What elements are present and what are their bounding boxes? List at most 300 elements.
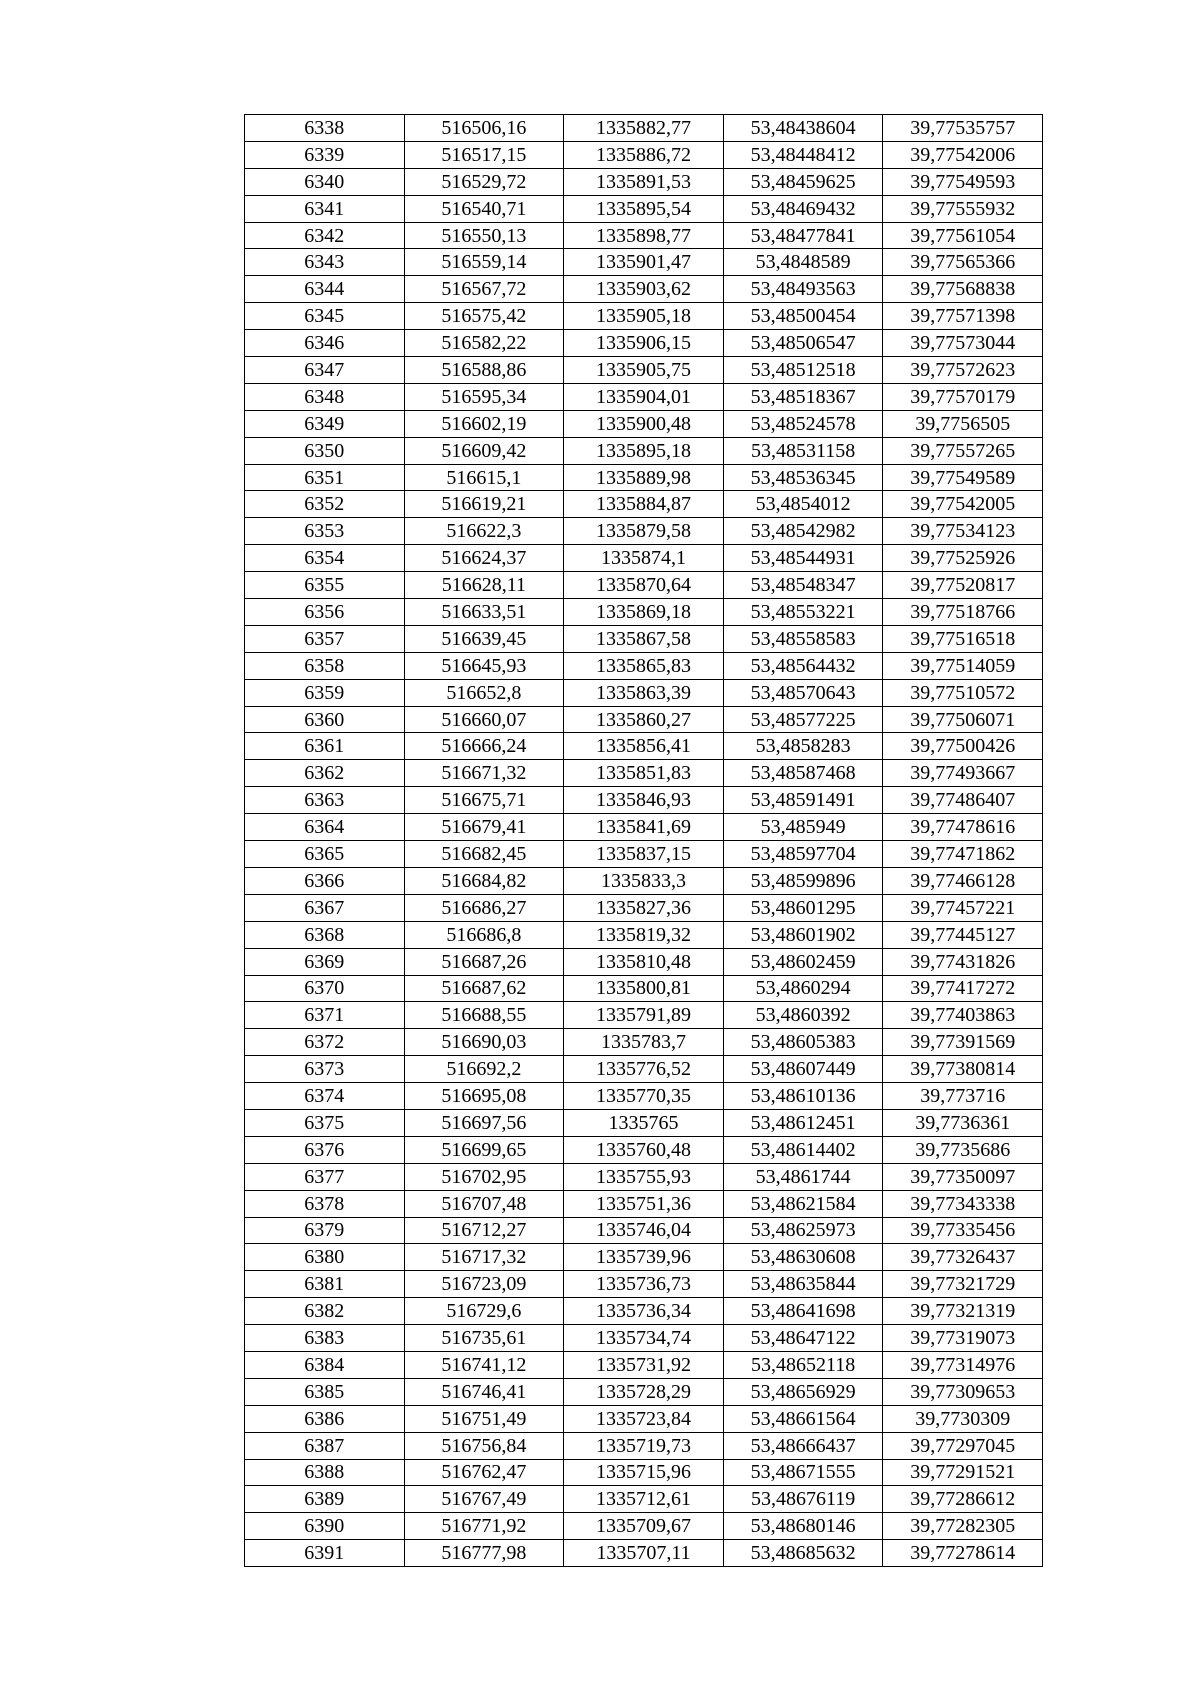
longitude-cell: 39,77282305 [883,1513,1043,1540]
longitude-cell: 39,77314976 [883,1351,1043,1378]
x-coordinate-cell: 516746,41 [404,1378,564,1405]
longitude-cell: 39,77549589 [883,464,1043,491]
y-coordinate-cell: 1335800,81 [564,975,724,1002]
y-coordinate-cell: 1335837,15 [564,841,724,868]
table-row [245,249,1043,276]
table-row [245,867,1043,894]
x-coordinate-cell: 516686,8 [404,921,564,948]
longitude-cell: 39,77570179 [883,383,1043,410]
point-number-cell: 6383 [245,1325,405,1352]
y-coordinate-cell: 1335879,58 [564,518,724,545]
x-coordinate-cell: 516729,6 [404,1298,564,1325]
y-coordinate-cell: 1335715,96 [564,1459,724,1486]
longitude-cell: 39,77319073 [883,1325,1043,1352]
longitude-cell: 39,77291521 [883,1459,1043,1486]
longitude-cell: 39,77380814 [883,1056,1043,1083]
x-coordinate-cell: 516717,32 [404,1244,564,1271]
latitude-cell: 53,48607449 [723,1056,883,1083]
x-coordinate-cell: 516645,93 [404,652,564,679]
y-coordinate-cell: 1335904,01 [564,383,724,410]
latitude-cell: 53,48641698 [723,1298,883,1325]
longitude-cell: 39,77572623 [883,357,1043,384]
x-coordinate-cell: 516692,2 [404,1056,564,1083]
y-coordinate-cell: 1335765 [564,1109,724,1136]
point-number-cell: 6374 [245,1083,405,1110]
table-row [245,545,1043,572]
x-coordinate-cell: 516602,19 [404,410,564,437]
x-coordinate-cell: 516767,49 [404,1486,564,1513]
x-coordinate-cell: 516652,8 [404,679,564,706]
x-coordinate-cell: 516682,45 [404,841,564,868]
latitude-cell: 53,48500454 [723,303,883,330]
table-row [245,1271,1043,1298]
table-row [245,410,1043,437]
latitude-cell: 53,48614402 [723,1136,883,1163]
x-coordinate-cell: 516550,13 [404,222,564,249]
latitude-cell: 53,48531158 [723,437,883,464]
x-coordinate-cell: 516695,08 [404,1083,564,1110]
y-coordinate-cell: 1335869,18 [564,599,724,626]
latitude-cell: 53,48459625 [723,168,883,195]
latitude-cell: 53,48601902 [723,921,883,948]
latitude-cell: 53,48587468 [723,760,883,787]
longitude-cell: 39,77542005 [883,491,1043,518]
y-coordinate-cell: 1335734,74 [564,1325,724,1352]
y-coordinate-cell: 1335746,04 [564,1217,724,1244]
point-number-cell: 6386 [245,1405,405,1432]
latitude-cell: 53,48676119 [723,1486,883,1513]
table-row [245,625,1043,652]
longitude-cell: 39,77343338 [883,1190,1043,1217]
latitude-cell: 53,4858283 [723,733,883,760]
y-coordinate-cell: 1335810,48 [564,948,724,975]
y-coordinate-cell: 1335900,48 [564,410,724,437]
latitude-cell: 53,48597704 [723,841,883,868]
x-coordinate-cell: 516567,72 [404,276,564,303]
point-number-cell: 6368 [245,921,405,948]
point-number-cell: 6349 [245,410,405,437]
latitude-cell: 53,48612451 [723,1109,883,1136]
table-row [245,195,1043,222]
y-coordinate-cell: 1335707,11 [564,1540,724,1567]
point-number-cell: 6362 [245,760,405,787]
x-coordinate-cell: 516675,71 [404,787,564,814]
table-row [245,572,1043,599]
y-coordinate-cell: 1335891,53 [564,168,724,195]
y-coordinate-cell: 1335860,27 [564,706,724,733]
latitude-cell: 53,48438604 [723,115,883,142]
x-coordinate-cell: 516588,86 [404,357,564,384]
table-row [245,222,1043,249]
x-coordinate-cell: 516506,16 [404,115,564,142]
table-row [245,141,1043,168]
point-number-cell: 6390 [245,1513,405,1540]
y-coordinate-cell: 1335903,62 [564,276,724,303]
point-number-cell: 6350 [245,437,405,464]
latitude-cell: 53,4848589 [723,249,883,276]
point-number-cell: 6354 [245,545,405,572]
x-coordinate-cell: 516735,61 [404,1325,564,1352]
table-row [245,1378,1043,1405]
x-coordinate-cell: 516529,72 [404,168,564,195]
latitude-cell: 53,48680146 [723,1513,883,1540]
y-coordinate-cell: 1335736,34 [564,1298,724,1325]
latitude-cell: 53,48548347 [723,572,883,599]
longitude-cell: 39,77278614 [883,1540,1043,1567]
y-coordinate-cell: 1335901,47 [564,249,724,276]
longitude-cell: 39,77561054 [883,222,1043,249]
table-row [245,437,1043,464]
point-number-cell: 6357 [245,625,405,652]
y-coordinate-cell: 1335723,84 [564,1405,724,1432]
longitude-cell: 39,773716 [883,1083,1043,1110]
y-coordinate-cell: 1335776,52 [564,1056,724,1083]
longitude-cell: 39,77520817 [883,572,1043,599]
latitude-cell: 53,48685632 [723,1540,883,1567]
table-row [245,1190,1043,1217]
longitude-cell: 39,77568838 [883,276,1043,303]
point-number-cell: 6352 [245,491,405,518]
longitude-cell: 39,7736361 [883,1109,1043,1136]
table-row [245,464,1043,491]
table-row [245,1486,1043,1513]
coordinates-table [244,114,1043,1567]
latitude-cell: 53,48477841 [723,222,883,249]
y-coordinate-cell: 1335728,29 [564,1378,724,1405]
point-number-cell: 6359 [245,679,405,706]
table-row [245,652,1043,679]
longitude-cell: 39,77500426 [883,733,1043,760]
longitude-cell: 39,77571398 [883,303,1043,330]
table-row [245,975,1043,1002]
latitude-cell: 53,4861744 [723,1163,883,1190]
table-row [245,1325,1043,1352]
latitude-cell: 53,48599896 [723,867,883,894]
latitude-cell: 53,48630608 [723,1244,883,1271]
table-row [245,1136,1043,1163]
table-row [245,1432,1043,1459]
y-coordinate-cell: 1335841,69 [564,814,724,841]
table-row [245,1351,1043,1378]
point-number-cell: 6367 [245,894,405,921]
longitude-cell: 39,77555932 [883,195,1043,222]
point-number-cell: 6343 [245,249,405,276]
point-number-cell: 6356 [245,599,405,626]
point-number-cell: 6341 [245,195,405,222]
point-number-cell: 6361 [245,733,405,760]
latitude-cell: 53,48602459 [723,948,883,975]
table-row [245,330,1043,357]
longitude-cell: 39,77534123 [883,518,1043,545]
y-coordinate-cell: 1335865,83 [564,652,724,679]
table-row [245,1056,1043,1083]
y-coordinate-cell: 1335731,92 [564,1351,724,1378]
point-number-cell: 6381 [245,1271,405,1298]
table-row [245,894,1043,921]
latitude-cell: 53,48601295 [723,894,883,921]
x-coordinate-cell: 516615,1 [404,464,564,491]
point-number-cell: 6388 [245,1459,405,1486]
point-number-cell: 6364 [245,814,405,841]
latitude-cell: 53,48661564 [723,1405,883,1432]
y-coordinate-cell: 1335770,35 [564,1083,724,1110]
point-number-cell: 6382 [245,1298,405,1325]
latitude-cell: 53,48512518 [723,357,883,384]
point-number-cell: 6385 [245,1378,405,1405]
latitude-cell: 53,48666437 [723,1432,883,1459]
x-coordinate-cell: 516687,62 [404,975,564,1002]
x-coordinate-cell: 516741,12 [404,1351,564,1378]
y-coordinate-cell: 1335905,75 [564,357,724,384]
x-coordinate-cell: 516671,32 [404,760,564,787]
x-coordinate-cell: 516622,3 [404,518,564,545]
y-coordinate-cell: 1335736,73 [564,1271,724,1298]
longitude-cell: 39,77535757 [883,115,1043,142]
x-coordinate-cell: 516660,07 [404,706,564,733]
latitude-cell: 53,48493563 [723,276,883,303]
latitude-cell: 53,48671555 [723,1459,883,1486]
table-row [245,1163,1043,1190]
table-row [245,168,1043,195]
table-row [245,1459,1043,1486]
y-coordinate-cell: 1335851,83 [564,760,724,787]
longitude-cell: 39,77326437 [883,1244,1043,1271]
table-row [245,115,1043,142]
table-row [245,357,1043,384]
x-coordinate-cell: 516699,65 [404,1136,564,1163]
table-row [245,491,1043,518]
latitude-cell: 53,48652118 [723,1351,883,1378]
longitude-cell: 39,77557265 [883,437,1043,464]
longitude-cell: 39,77573044 [883,330,1043,357]
table-row [245,1083,1043,1110]
table-row [245,1002,1043,1029]
coordinates-table-body [245,115,1043,1567]
x-coordinate-cell: 516712,27 [404,1217,564,1244]
longitude-cell: 39,77403863 [883,1002,1043,1029]
point-number-cell: 6351 [245,464,405,491]
longitude-cell: 39,77457221 [883,894,1043,921]
point-number-cell: 6358 [245,652,405,679]
table-row [245,518,1043,545]
x-coordinate-cell: 516609,42 [404,437,564,464]
point-number-cell: 6376 [245,1136,405,1163]
x-coordinate-cell: 516628,11 [404,572,564,599]
table-row [245,921,1043,948]
table-row [245,760,1043,787]
longitude-cell: 39,77321729 [883,1271,1043,1298]
latitude-cell: 53,48553221 [723,599,883,626]
latitude-cell: 53,4860392 [723,1002,883,1029]
point-number-cell: 6346 [245,330,405,357]
table-row [245,276,1043,303]
longitude-cell: 39,77471862 [883,841,1043,868]
point-number-cell: 6345 [245,303,405,330]
longitude-cell: 39,77431826 [883,948,1043,975]
latitude-cell: 53,48647122 [723,1325,883,1352]
point-number-cell: 6370 [245,975,405,1002]
x-coordinate-cell: 516559,14 [404,249,564,276]
longitude-cell: 39,77514059 [883,652,1043,679]
longitude-cell: 39,77549593 [883,168,1043,195]
x-coordinate-cell: 516687,26 [404,948,564,975]
longitude-cell: 39,77493667 [883,760,1043,787]
y-coordinate-cell: 1335827,36 [564,894,724,921]
latitude-cell: 53,48625973 [723,1217,883,1244]
longitude-cell: 39,77506071 [883,706,1043,733]
x-coordinate-cell: 516575,42 [404,303,564,330]
y-coordinate-cell: 1335882,77 [564,115,724,142]
table-row [245,1029,1043,1056]
y-coordinate-cell: 1335863,39 [564,679,724,706]
y-coordinate-cell: 1335874,1 [564,545,724,572]
point-number-cell: 6355 [245,572,405,599]
longitude-cell: 39,77486407 [883,787,1043,814]
longitude-cell: 39,77391569 [883,1029,1043,1056]
longitude-cell: 39,77516518 [883,625,1043,652]
latitude-cell: 53,48577225 [723,706,883,733]
x-coordinate-cell: 516723,09 [404,1271,564,1298]
x-coordinate-cell: 516686,27 [404,894,564,921]
table-row [245,383,1043,410]
point-number-cell: 6363 [245,787,405,814]
longitude-cell: 39,77309653 [883,1378,1043,1405]
table-row [245,1513,1043,1540]
longitude-cell: 39,77297045 [883,1432,1043,1459]
x-coordinate-cell: 516619,21 [404,491,564,518]
y-coordinate-cell: 1335709,67 [564,1513,724,1540]
point-number-cell: 6384 [245,1351,405,1378]
longitude-cell: 39,77466128 [883,867,1043,894]
table-row [245,1298,1043,1325]
latitude-cell: 53,4860294 [723,975,883,1002]
table-row [245,599,1043,626]
table-row [245,303,1043,330]
x-coordinate-cell: 516690,03 [404,1029,564,1056]
y-coordinate-cell: 1335833,3 [564,867,724,894]
y-coordinate-cell: 1335846,93 [564,787,724,814]
y-coordinate-cell: 1335856,41 [564,733,724,760]
x-coordinate-cell: 516540,71 [404,195,564,222]
y-coordinate-cell: 1335755,93 [564,1163,724,1190]
y-coordinate-cell: 1335895,54 [564,195,724,222]
y-coordinate-cell: 1335739,96 [564,1244,724,1271]
table-row [245,1540,1043,1567]
latitude-cell: 53,48564432 [723,652,883,679]
latitude-cell: 53,48518367 [723,383,883,410]
latitude-cell: 53,4854012 [723,491,883,518]
x-coordinate-cell: 516777,98 [404,1540,564,1567]
table-row [245,1244,1043,1271]
table-row [245,706,1043,733]
x-coordinate-cell: 516688,55 [404,1002,564,1029]
y-coordinate-cell: 1335870,64 [564,572,724,599]
x-coordinate-cell: 516582,22 [404,330,564,357]
y-coordinate-cell: 1335760,48 [564,1136,724,1163]
latitude-cell: 53,48635844 [723,1271,883,1298]
longitude-cell: 39,77445127 [883,921,1043,948]
point-number-cell: 6378 [245,1190,405,1217]
latitude-cell: 53,48558583 [723,625,883,652]
point-number-cell: 6372 [245,1029,405,1056]
table-row [245,733,1043,760]
point-number-cell: 6347 [245,357,405,384]
y-coordinate-cell: 1335906,15 [564,330,724,357]
y-coordinate-cell: 1335783,7 [564,1029,724,1056]
point-number-cell: 6379 [245,1217,405,1244]
longitude-cell: 39,77321319 [883,1298,1043,1325]
point-number-cell: 6365 [245,841,405,868]
latitude-cell: 53,48610136 [723,1083,883,1110]
y-coordinate-cell: 1335886,72 [564,141,724,168]
point-number-cell: 6377 [245,1163,405,1190]
point-number-cell: 6380 [245,1244,405,1271]
x-coordinate-cell: 516679,41 [404,814,564,841]
latitude-cell: 53,48524578 [723,410,883,437]
y-coordinate-cell: 1335867,58 [564,625,724,652]
latitude-cell: 53,48591491 [723,787,883,814]
longitude-cell: 39,7756505 [883,410,1043,437]
x-coordinate-cell: 516756,84 [404,1432,564,1459]
point-number-cell: 6353 [245,518,405,545]
table-row [245,679,1043,706]
table-row [245,787,1043,814]
y-coordinate-cell: 1335819,32 [564,921,724,948]
longitude-cell: 39,77335456 [883,1217,1043,1244]
point-number-cell: 6389 [245,1486,405,1513]
x-coordinate-cell: 516517,15 [404,141,564,168]
table-row [245,1405,1043,1432]
x-coordinate-cell: 516751,49 [404,1405,564,1432]
point-number-cell: 6387 [245,1432,405,1459]
y-coordinate-cell: 1335712,61 [564,1486,724,1513]
x-coordinate-cell: 516624,37 [404,545,564,572]
x-coordinate-cell: 516639,45 [404,625,564,652]
latitude-cell: 53,48605383 [723,1029,883,1056]
point-number-cell: 6391 [245,1540,405,1567]
point-number-cell: 6373 [245,1056,405,1083]
x-coordinate-cell: 516633,51 [404,599,564,626]
y-coordinate-cell: 1335895,18 [564,437,724,464]
latitude-cell: 53,485949 [723,814,883,841]
y-coordinate-cell: 1335889,98 [564,464,724,491]
latitude-cell: 53,48621584 [723,1190,883,1217]
point-number-cell: 6342 [245,222,405,249]
point-number-cell: 6371 [245,1002,405,1029]
latitude-cell: 53,48506547 [723,330,883,357]
latitude-cell: 53,48542982 [723,518,883,545]
x-coordinate-cell: 516666,24 [404,733,564,760]
y-coordinate-cell: 1335719,73 [564,1432,724,1459]
x-coordinate-cell: 516697,56 [404,1109,564,1136]
x-coordinate-cell: 516771,92 [404,1513,564,1540]
x-coordinate-cell: 516702,95 [404,1163,564,1190]
longitude-cell: 39,77510572 [883,679,1043,706]
latitude-cell: 53,48656929 [723,1378,883,1405]
y-coordinate-cell: 1335898,77 [564,222,724,249]
point-number-cell: 6369 [245,948,405,975]
longitude-cell: 39,77565366 [883,249,1043,276]
latitude-cell: 53,48469432 [723,195,883,222]
x-coordinate-cell: 516684,82 [404,867,564,894]
point-number-cell: 6340 [245,168,405,195]
y-coordinate-cell: 1335751,36 [564,1190,724,1217]
y-coordinate-cell: 1335905,18 [564,303,724,330]
longitude-cell: 39,77478616 [883,814,1043,841]
longitude-cell: 39,77518766 [883,599,1043,626]
x-coordinate-cell: 516762,47 [404,1459,564,1486]
longitude-cell: 39,77542006 [883,141,1043,168]
